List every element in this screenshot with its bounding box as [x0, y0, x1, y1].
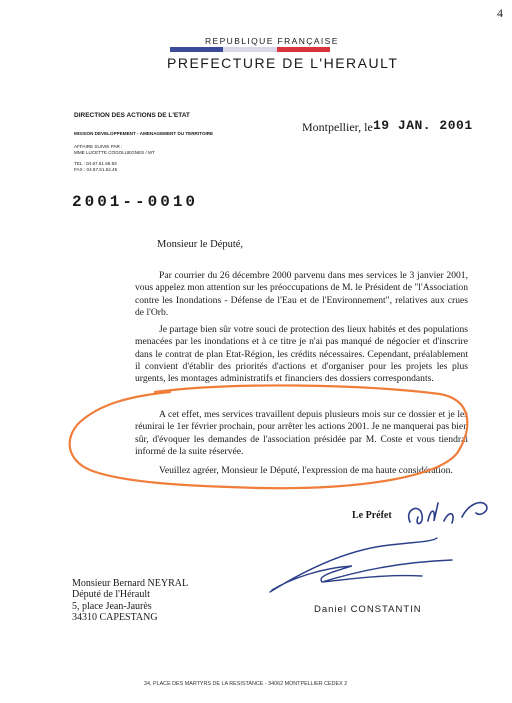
- addressee-line-3: 5, place Jean-Jaurès: [72, 600, 152, 612]
- signature-role: Le Préfet: [352, 510, 392, 521]
- paragraph-1: [135, 270, 468, 319]
- addressee-block: [72, 578, 188, 624]
- mission-label: MISSION DEVELOPPEMENT - AMENAGEMENT DU TERRITOIRE: [74, 131, 214, 136]
- telephone-number: TEL : 04.67.61.66.93: [74, 161, 117, 166]
- addressee-line-2: Député de l'Hérault: [72, 589, 150, 601]
- paragraph-2: [135, 324, 468, 385]
- flag-red-stripe: [277, 47, 330, 52]
- page-number: 4: [497, 6, 503, 20]
- handwritten-highlight-circle: [60, 382, 475, 497]
- footer-address: 34, PLACE DES MARTYRS DE LA RESISTANCE - 34062 MONTPELLIER CEDEX 2: [144, 681, 348, 687]
- date-place: Montpellier, le: [302, 120, 373, 134]
- paragraph-1-text: Par courrier du 26 décembre 2000 parvenu dans mes services le 3 janvier 2001, vous appelez mon attention sur les préoccupations de M. le Président de "l'Association contre les Inondations - Défense de l'Eau et de l'Environnement", relatives aux crues de l'Orb.: [135, 270, 468, 318]
- paragraph-3-text: A cet effet, mes services travaillent depuis plusieurs mois sur ce dossier et je les réunirai le 1er février prochain, pour arrêter les actions 2001. Je ne manquerai pas bien sûr, d'évoquer les demandes de l'association présidée par M. Coste et vous tiendrai informé de la suite réservée.: [135, 409, 468, 457]
- direction-label: DIRECTION DES ACTIONS DE L'ETAT: [74, 112, 190, 119]
- signer-name: Daniel CONSTANTIN: [314, 604, 422, 615]
- flag-blue-stripe: [170, 47, 223, 52]
- republique-heading: REPUBLIQUE FRANÇAISE: [205, 36, 339, 46]
- paragraph-4-text: Veuillez agréer, Monsieur le Député, l'expression de ma haute considération.: [159, 465, 453, 476]
- flag-white-stripe: [223, 47, 277, 52]
- salutation: Monsieur le Député,: [157, 239, 244, 250]
- handwritten-initials: [400, 497, 500, 537]
- date-stamp: 19 JAN. 2001: [373, 118, 473, 133]
- tricolor-flag-bar: [170, 47, 330, 52]
- handwritten-signature: [262, 532, 462, 602]
- prefecture-heading: PREFECTURE DE L'HERAULT: [167, 55, 399, 71]
- affaire-suivie-label: AFFAIRE SUIVIE PAR :: [74, 144, 123, 149]
- reference-number: 2001--0010: [72, 193, 199, 211]
- fax-number: FAX : 04.67.61.62.45: [74, 167, 118, 172]
- addressee-line-4: 34310 CAPESTANG: [72, 612, 158, 624]
- addressee-line-1: Monsieur Bernard NEYRAL: [72, 578, 189, 589]
- affaire-suivie-name: MME LUCETTE COGOLUEGNES / MT: [74, 150, 155, 155]
- paragraph-2-text: Je partage bien sûr votre souci de protection des lieux habités et des populations menacées par les inondations et à ce titre je n'ai pas manqué de négocier et d'inscrire dans le contrat de plan Etat-Région, les crédits nécessaires. Cependant, préalablement il convient d'établir des priorités d'actions et d'organiser pour les projets les plus urgents, les montages administratifs et financiers des dossiers correspondants.: [135, 324, 468, 385]
